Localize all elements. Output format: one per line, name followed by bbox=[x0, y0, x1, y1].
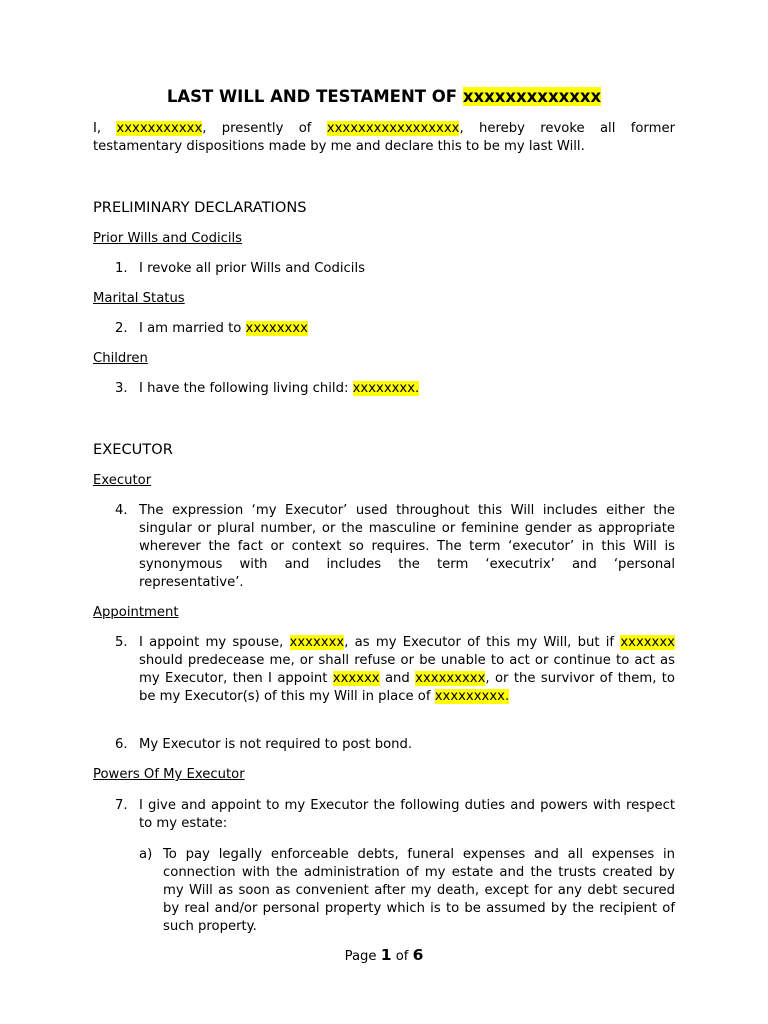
subheading-prior-wills: Prior Wills and Codicils bbox=[93, 231, 243, 246]
intro-text: I, bbox=[93, 121, 117, 136]
clause-2 bbox=[93, 320, 675, 338]
section-heading-preliminary: PRELIMINARY DECLARATIONS bbox=[93, 199, 307, 216]
clause-7 bbox=[93, 797, 675, 833]
current-page-number: 1 bbox=[380, 946, 392, 964]
clause-text bbox=[139, 380, 675, 398]
subheading-appointment: Appointment bbox=[93, 605, 179, 620]
testator-name-placeholder: xxxxxxxxxxxxx bbox=[462, 87, 602, 106]
clause-number: 2. bbox=[115, 321, 128, 336]
title-text: LAST WILL AND TESTAMENT OF bbox=[166, 87, 463, 106]
clause-text-part: should predecease me, or shall refuse or be unable to act or continue to act as my Executor, then I appoint bbox=[139, 653, 675, 686]
alternate-executor-placeholder: xxxxxxxxx. bbox=[434, 689, 510, 704]
alternate-executor-placeholder: xxxxxxxxx bbox=[415, 671, 486, 686]
clause-text-part: I appoint my spouse, bbox=[139, 635, 290, 650]
clause-text bbox=[139, 320, 675, 338]
spouse-name-placeholder: xxxxxxx bbox=[289, 635, 345, 650]
child-name-placeholder: xxxxxxxx. bbox=[352, 381, 420, 396]
clause-text-part: I have the following living child: bbox=[139, 381, 353, 396]
subclause-text: To pay legally enforceable debts, funeral expenses and all expenses in connection with the administration of my estate and the trusts created by my Will as soon as convenient after my death, except for any debt secured by real and/or personal property which is to be assumed by the recipient of such property. bbox=[163, 847, 675, 934]
clause-7a bbox=[93, 846, 675, 936]
clause-number: 6. bbox=[115, 737, 128, 752]
document-title bbox=[93, 86, 675, 108]
clause-text: I give and appoint to my Executor the following duties and powers with respect to my estate: bbox=[139, 798, 675, 831]
alternate-executor-placeholder: xxxxxx bbox=[332, 671, 380, 686]
section-heading-executor: EXECUTOR bbox=[93, 441, 173, 458]
clause-number: 7. bbox=[115, 798, 128, 813]
clause-text-part: , or the survivor of them, to be my Executor(s) of this my Will in place of bbox=[139, 671, 676, 704]
clause-5 bbox=[93, 634, 675, 706]
clause-4 bbox=[93, 502, 675, 592]
footer-of-label: of bbox=[391, 949, 413, 964]
page-footer bbox=[0, 945, 768, 967]
intro-name-placeholder: xxxxxxxxxxx bbox=[116, 121, 203, 136]
subheading-children: Children bbox=[93, 351, 148, 366]
clause-number: 4. bbox=[115, 503, 128, 518]
clause-text: I revoke all prior Wills and Codicils bbox=[139, 261, 365, 276]
clause-text-part: I am married to bbox=[139, 321, 246, 336]
clause-3 bbox=[93, 380, 675, 398]
total-pages-number: 6 bbox=[412, 946, 424, 964]
subheading-marital-status: Marital Status bbox=[93, 291, 185, 306]
spouse-name-placeholder: xxxxxxx bbox=[620, 635, 675, 650]
intro-text: , presently of bbox=[202, 121, 327, 136]
clause-text bbox=[139, 634, 675, 706]
clause-number: 3. bbox=[115, 381, 128, 396]
intro-paragraph bbox=[93, 120, 675, 156]
clause-text-part: and bbox=[379, 671, 416, 686]
intro-address-placeholder: xxxxxxxxxxxxxxxxx bbox=[326, 121, 460, 136]
footer-page-label: Page bbox=[344, 949, 381, 964]
clause-1 bbox=[93, 260, 675, 278]
clause-text-part: , as my Executor of this my Will, but if bbox=[344, 635, 621, 650]
clause-text: The expression ‘my Executor’ used throughout this Will includes either the singular or plural number, or the masculine or feminine gender as appropriate wherever the fact or context so requires. The term ‘executor’ in this Will is synonymous with and includes the term ‘executrix’ and ‘personal representative’. bbox=[139, 503, 675, 590]
clause-6 bbox=[93, 736, 675, 754]
clause-number: 1. bbox=[115, 261, 128, 276]
clause-number: 5. bbox=[115, 635, 128, 650]
subheading-executor: Executor bbox=[93, 473, 152, 488]
spouse-name-placeholder: xxxxxxxx bbox=[245, 321, 308, 336]
clause-text: My Executor is not required to post bond. bbox=[139, 737, 413, 752]
subclause-letter: a) bbox=[139, 847, 153, 862]
intro-text: , hereby revoke all former testamentary dispositions made by me and declare this to be my last Will. bbox=[93, 121, 675, 154]
subheading-powers: Powers Of My Executor bbox=[93, 767, 245, 782]
